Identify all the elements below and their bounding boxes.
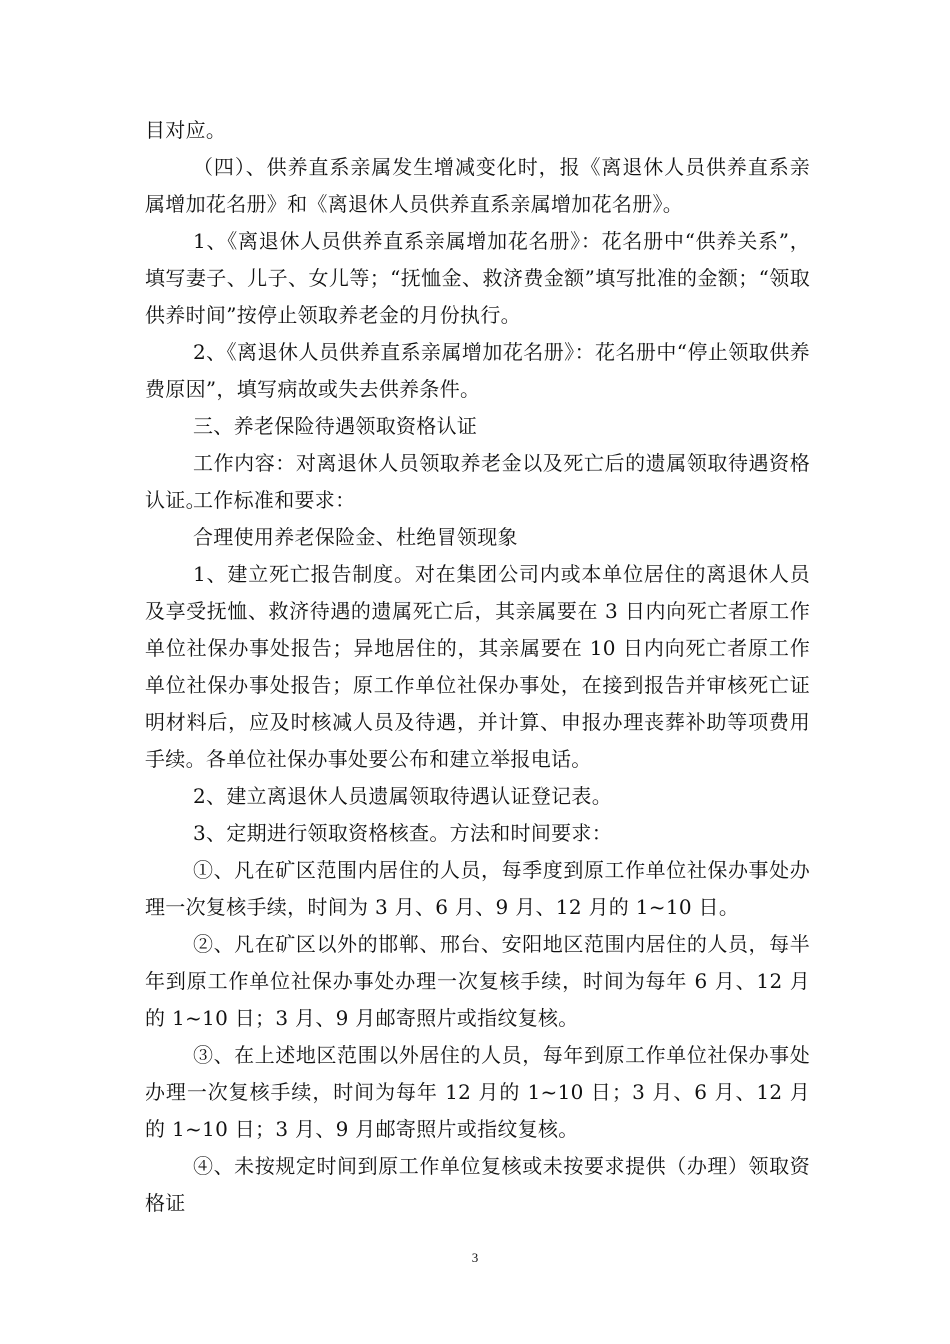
paragraph-standards-label: 工作标准和要求： (193, 488, 356, 512)
paragraph-rule-2: ②、凡在矿区以外的邯郸、邢台、安阳地区范围内居住的人员，每半年到原工作单位社保办事处办理一次复核手续，时间为每年 6 月、12 月的 1~10 日；3 月、9 月邮寄照片或指纹复核。 (145, 932, 810, 1030)
paragraph-item-2: 2、《离退休人员供养直系亲属增加花名册》：花名册中“停止领取供养费原因”，填写病故或失去供养条件。 (145, 340, 810, 401)
paragraph-item-1: 1、《离退休人员供养直系亲属增加花名册》：花名册中“供养关系”，填写妻子、儿子、女儿等；“抚恤金、救济费金额”填写批准的金额；“领取供养时间”按停止领取养老金的月份执行。 (145, 229, 810, 327)
page-number: 3 (471, 1250, 479, 1265)
paragraph-continuation: 目对应。 (145, 118, 227, 142)
paragraph-section-4: （四）、供养直系亲属发生增减变化时，报《离退休人员供养直系亲属增加花名册》和《离退休人员供养直系亲属增加花名册》。 (145, 155, 810, 216)
paragraph-work-content: 工作内容：对离退休人员领取养老金以及死亡后的遗属领取待遇资格认证。 (145, 451, 810, 512)
paragraph-registration-form: 2、建立离退休人员遗属领取待遇认证登记表。 (193, 784, 613, 808)
paragraph-rule-1: ①、凡在矿区范围内居住的人员，每季度到原工作单位社保办事处办理一次复核手续，时间为 3 月、6 月、9 月、12 月的 1~10 日。 (145, 858, 810, 919)
paragraph-rule-3: ③、在上述地区范围以外居住的人员，每年到原工作单位社保办事处办理一次复核手续，时间为每年 12 月的 1~10 日；3 月、6 月、12 月的 1~10 日；3 月、9 月邮寄照片或指纹复核。 (145, 1043, 810, 1141)
paragraph-principle: 合理使用养老保险金、杜绝冒领现象 (193, 525, 518, 549)
paragraph-rule-4: ④、未按规定时间到原工作单位复核或未按要求提供（办理）领取资格证 (145, 1154, 810, 1215)
section-heading-3: 三、养老保险待遇领取资格认证 (193, 414, 478, 438)
paragraph-death-report: 1、建立死亡报告制度。对在集团公司内或本单位居住的离退休人员及享受抚恤、救济待遇的遗属死亡后，其亲属要在 3 日内向死亡者原工作单位社保办事处报告；异地居住的，其亲属要在 10 日内向死亡者原工作单位社保办事处报告；原工作单位社保办事处，在接到报告并审核死亡证明材料后，应及时核减人员及待遇，并计算、申报办理丧葬补助等项费用手续。各单位社保办事处要公布和建立举报电话。 (145, 562, 810, 771)
paragraph-periodic-check: 3、定期进行领取资格核查。方法和时间要求： (193, 821, 613, 845)
